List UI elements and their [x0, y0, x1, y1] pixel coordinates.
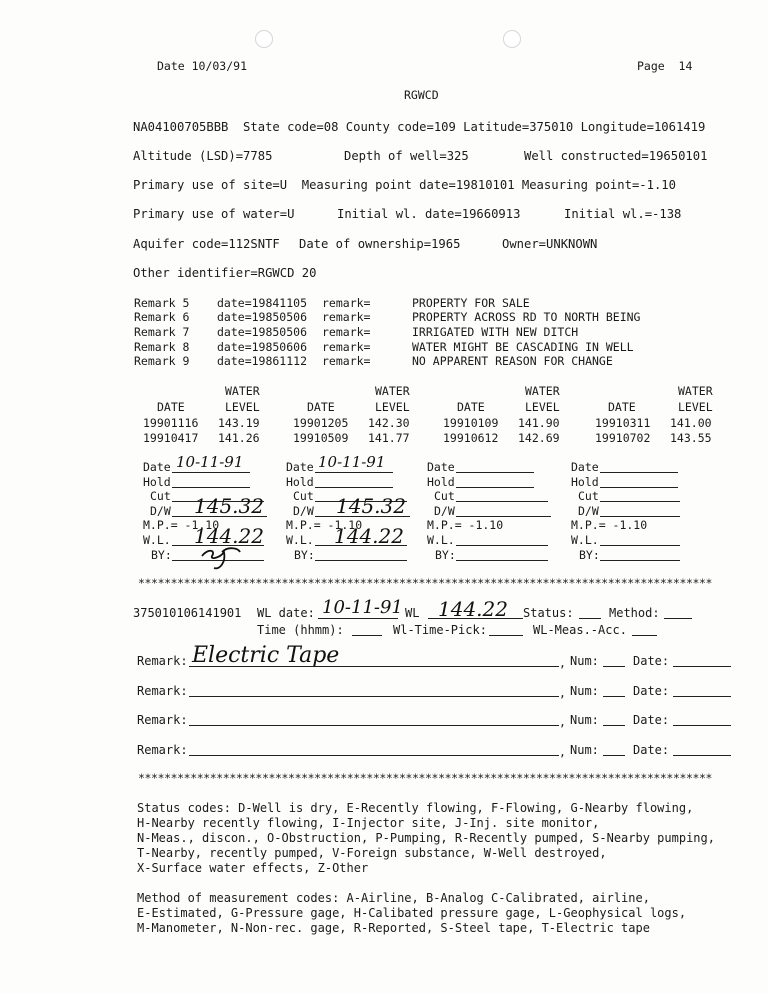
- remark-entry-field[interactable]: ,: [189, 655, 566, 670]
- table-cell-date: 19910612: [443, 431, 499, 445]
- table-cell-date: 19901116: [143, 416, 199, 430]
- num-field[interactable]: [603, 685, 625, 700]
- num-label: Num:: [570, 654, 599, 668]
- num-field[interactable]: [603, 744, 625, 759]
- separator-stars: ****************************************************************************************: [138, 577, 713, 590]
- block-date-label: Date: [143, 460, 171, 474]
- table-cell-level: 141.00: [670, 416, 712, 430]
- block-cut-label: Cut: [293, 489, 314, 503]
- remark-text: PROPERTY FOR SALE: [412, 296, 530, 310]
- block-dw-label: D/W: [434, 504, 455, 518]
- block-mp-label: M.P.= -1.10: [286, 518, 363, 532]
- block-mp-label: M.P.= -1.10: [143, 518, 220, 532]
- column-header-level: LEVEL: [225, 400, 260, 414]
- table-cell-level: 141.26: [218, 431, 260, 445]
- remark-entry-label: Remark:: [137, 713, 188, 727]
- remark-key: remark=: [322, 354, 371, 368]
- column-header-level: LEVEL: [678, 400, 713, 414]
- block-by-label: BY:: [294, 548, 315, 562]
- block-cut-label: Cut: [150, 489, 171, 503]
- block-wl-label: W.L.: [143, 533, 171, 547]
- block-by-label: BY:: [579, 548, 600, 562]
- wl-meas-acc-label: WL-Meas.-Acc.: [533, 623, 627, 637]
- table-cell-date: 19910417: [143, 431, 199, 445]
- site-id: 375010106141901: [133, 606, 242, 620]
- punch-hole-left: [255, 30, 273, 48]
- block-hold-field[interactable]: [172, 476, 250, 491]
- remark-date: date=19850606: [217, 340, 308, 354]
- remark-key: remark=: [322, 296, 371, 310]
- status-codes-line: T-Nearby, recently pumped, V-Foreign substance, W-Well destroyed,: [137, 846, 607, 860]
- time-label: Time (hhmm):: [257, 623, 344, 637]
- remark-date: date=19850506: [217, 325, 308, 339]
- date-label: Date:: [633, 654, 670, 668]
- block-date-label: Date: [571, 460, 599, 474]
- method-codes-line: Method of measurement codes: A-Airline, B-Analog C-Calibrated, airline,: [137, 891, 650, 905]
- table-cell-date: 19910311: [595, 416, 651, 430]
- date-label: Date:: [633, 684, 670, 698]
- handwritten-wl: 144.22: [194, 524, 264, 548]
- table-cell-level: 141.90: [518, 416, 560, 430]
- table-cell-date: 19910702: [595, 431, 651, 445]
- method-field[interactable]: [664, 607, 692, 622]
- method-label: Method:: [609, 606, 660, 620]
- wl-label: WL: [405, 606, 420, 620]
- table-cell-level: 143.55: [670, 431, 712, 445]
- agency-title: RGWCD: [404, 88, 439, 102]
- table-cell-date: 19910509: [293, 431, 349, 445]
- remark-entry-label: Remark:: [137, 684, 188, 698]
- block-by-label: BY:: [151, 548, 172, 562]
- column-header-water: WATER: [678, 384, 713, 398]
- owner: Owner=UNKNOWN: [502, 237, 598, 251]
- status-codes-line: X-Surface water effects, Z-Other: [137, 861, 369, 875]
- water-use: Primary use of water=U: [133, 207, 295, 221]
- table-cell-level: 141.77: [368, 431, 410, 445]
- date-field[interactable]: [673, 685, 731, 700]
- aquifer-code: Aquifer code=112SNTF: [133, 237, 280, 251]
- handwritten-date: 10-11-91: [318, 453, 386, 471]
- other-identifier: Other identifier=RGWCD 20: [133, 266, 317, 280]
- column-header-date: DATE: [157, 400, 185, 414]
- remark-key: remark=: [322, 340, 371, 354]
- block-by-field[interactable]: [456, 549, 548, 564]
- block-cut-field[interactable]: [456, 490, 548, 505]
- remark-entry-field[interactable]: ,: [189, 714, 566, 729]
- handwritten-wl: 144.22: [334, 524, 404, 548]
- remark-entry-label: Remark:: [137, 743, 188, 757]
- ownership-date: Date of ownership=1965: [299, 237, 461, 251]
- block-wl-field[interactable]: [600, 534, 680, 549]
- handwritten-date: 10-11-91: [176, 453, 244, 471]
- remark-label: Remark 6: [134, 310, 190, 324]
- handwritten-initials: [198, 544, 244, 570]
- remark-key: remark=: [322, 325, 371, 339]
- remark-label: Remark 8: [134, 340, 190, 354]
- date-field[interactable]: [673, 714, 731, 729]
- wl-date-label: WL date:: [257, 606, 315, 620]
- table-cell-level: 142.30: [368, 416, 410, 430]
- block-mp-label: M.P.= -1.10: [571, 518, 648, 532]
- block-date-label: Date: [286, 460, 314, 474]
- handwritten-remark: Electric Tape: [192, 643, 340, 668]
- block-cut-label: Cut: [434, 489, 455, 503]
- well-constructed: Well constructed=19650101: [524, 149, 708, 163]
- page-number: Page 14: [637, 59, 693, 73]
- block-cut-field[interactable]: [600, 490, 680, 505]
- table-cell-level: 143.19: [218, 416, 260, 430]
- remark-entry-field[interactable]: ,: [189, 744, 566, 759]
- remark-entry-field[interactable]: ,: [189, 685, 566, 700]
- block-wl-label: W.L.: [286, 533, 314, 547]
- initial-wl: Initial wl.=-138: [564, 207, 682, 221]
- remark-key: remark=: [322, 310, 371, 324]
- block-dw-label: D/W: [293, 504, 314, 518]
- block-date-field[interactable]: [456, 461, 534, 476]
- wl-time-pick-label: Wl-Time-Pick:: [393, 623, 487, 637]
- block-hold-label: Hold: [286, 475, 314, 489]
- separator-stars: ****************************************************************************************: [138, 772, 713, 785]
- block-dw-label: D/W: [150, 504, 171, 518]
- block-hold-label: Hold: [427, 475, 455, 489]
- column-header-water: WATER: [525, 384, 560, 398]
- wl-meas-acc-field[interactable]: [632, 624, 657, 639]
- block-wl-label: W.L.: [427, 533, 455, 547]
- initial-wl-date: Initial wl. date=19660913: [337, 207, 521, 221]
- site-identity-line: NA04100705BBB State code=08 County code=109 Latitude=375010 Longitude=1061419: [133, 120, 706, 134]
- block-mp-label: M.P.= -1.10: [427, 518, 504, 532]
- handwritten-wl-value: 144.22: [438, 597, 508, 621]
- date-label: Date:: [633, 743, 670, 757]
- column-header-water: WATER: [225, 384, 260, 398]
- method-codes-line: M-Manometer, N-Non-rec. gage, R-Reported, S-Steel tape, T-Electric tape: [137, 921, 650, 935]
- remark-date: date=19850506: [217, 310, 308, 324]
- num-label: Num:: [570, 743, 599, 757]
- block-date-field[interactable]: [600, 461, 678, 476]
- block-wl-label: W.L.: [571, 533, 599, 547]
- block-dw-label: D/W: [578, 504, 599, 518]
- remark-text: WATER MIGHT BE CASCADING IN WELL: [412, 340, 634, 354]
- remark-date: date=19861112: [217, 354, 308, 368]
- block-hold-field[interactable]: [600, 476, 678, 491]
- block-by-field[interactable]: [600, 549, 680, 564]
- block-date-label: Date: [427, 460, 455, 474]
- status-codes-line: N-Meas., discon., O-Obstruction, P-Pumping, R-Recently pumped, S-Nearby pumping,: [137, 831, 715, 845]
- method-codes-line: E-Estimated, G-Pressure gage, H-Calibated pressure gage, L-Geophysical logs,: [137, 906, 687, 920]
- date-field[interactable]: [673, 744, 731, 759]
- time-field[interactable]: [352, 624, 382, 639]
- report-date: Date 10/03/91: [157, 59, 248, 73]
- column-header-level: LEVEL: [525, 400, 560, 414]
- status-codes-line: Status codes: D-Well is dry, E-Recently flowing, F-Flowing, G-Nearby flowing,: [137, 801, 694, 815]
- punch-hole-right: [503, 30, 521, 48]
- table-cell-date: 19901205: [293, 416, 349, 430]
- handwritten-dw: 145.32: [194, 494, 264, 518]
- block-hold-field[interactable]: [315, 476, 393, 491]
- remark-label: Remark 9: [134, 354, 190, 368]
- column-header-date: DATE: [608, 400, 636, 414]
- handwritten-dw: 145.32: [336, 494, 406, 518]
- handwritten-wl-date: 10-11-91: [322, 597, 403, 618]
- num-label: Num:: [570, 684, 599, 698]
- well-depth: Depth of well=325: [344, 149, 469, 163]
- date-field[interactable]: [673, 655, 731, 670]
- wl-time-pick-field[interactable]: [489, 624, 523, 639]
- column-header-date: DATE: [457, 400, 485, 414]
- column-header-date: DATE: [307, 400, 335, 414]
- site-use-line: Primary use of site=U Measuring point date=19810101 Measuring point=-1.10: [133, 178, 676, 192]
- remark-entry-label: Remark:: [137, 654, 188, 668]
- column-header-level: LEVEL: [375, 400, 410, 414]
- status-label: Status:: [523, 606, 574, 620]
- block-by-label: BY:: [435, 548, 456, 562]
- num-label: Num:: [570, 713, 599, 727]
- status-field[interactable]: [579, 607, 601, 622]
- remark-label: Remark 5: [134, 296, 190, 310]
- num-field[interactable]: [603, 655, 625, 670]
- block-hold-label: Hold: [571, 475, 599, 489]
- num-field[interactable]: [603, 714, 625, 729]
- altitude: Altitude (LSD)=7785: [133, 149, 273, 163]
- remark-text: PROPERTY ACROSS RD TO NORTH BEING: [412, 310, 641, 324]
- table-cell-date: 19910109: [443, 416, 499, 430]
- block-hold-label: Hold: [143, 475, 171, 489]
- block-by-field[interactable]: [315, 549, 407, 564]
- remark-date: date=19841105: [217, 296, 308, 310]
- date-label: Date:: [633, 713, 670, 727]
- remark-text: NO APPARENT REASON FOR CHANGE: [412, 354, 613, 368]
- status-codes-line: H-Nearby recently flowing, I-Injector site, J-Inj. site monitor,: [137, 816, 600, 830]
- remark-text: IRRIGATED WITH NEW DITCH: [412, 325, 579, 339]
- block-wl-field[interactable]: [456, 534, 548, 549]
- block-cut-label: Cut: [578, 489, 599, 503]
- column-header-water: WATER: [375, 384, 410, 398]
- remark-label: Remark 7: [134, 325, 190, 339]
- table-cell-level: 142.69: [518, 431, 560, 445]
- block-hold-field[interactable]: [456, 476, 534, 491]
